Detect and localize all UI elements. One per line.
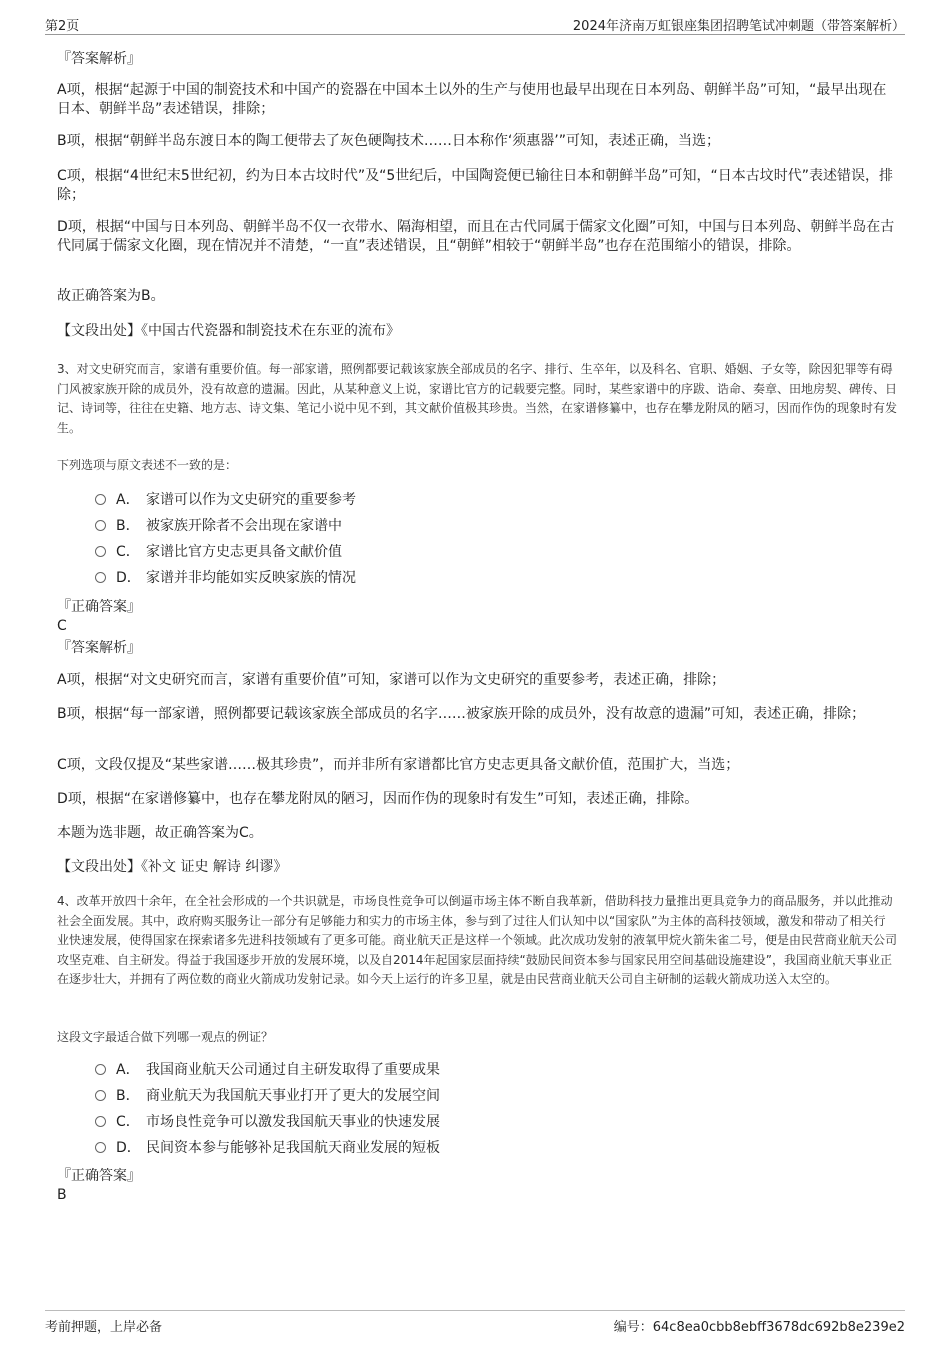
- q3-option-c[interactable]: C． 家谱比官方史志更具备文献价值: [95, 542, 342, 562]
- q2-source: 【文段出处】《中国古代瓷器和制瓷技术在东亚的流布》: [57, 323, 400, 339]
- q2-conclusion: 故正确答案为B。: [57, 288, 165, 304]
- radio-icon[interactable]: [95, 546, 106, 557]
- q2-analysis-b: B项，根据“朝鲜半岛东渡日本的陶工便带去了灰色硬陶技术……日本称作‘须惠器’”可知，表述正确，当选；: [57, 133, 721, 149]
- q3-analysis-d: D项，根据“在家谱修纂中，也存在攀龙附凤的陋习，因而作伪的现象时有发生”可知，表述正确，排除。: [57, 791, 699, 807]
- q3-source: 【文段出处】《补文 证史 解诗 纠谬》: [57, 859, 288, 875]
- q4-option-b[interactable]: B． 商业航天为我国航天事业打开了更大的发展空间: [95, 1086, 440, 1106]
- q3-prompt: 下列选项与原文表述不一致的是：: [57, 458, 238, 472]
- q2-analysis-c: C项，根据“4世纪末5世纪初，约为日本古坟时代”及“5世纪后，中国陶瓷便已输往日本和朝鲜半岛”可知，“日本古坟时代”表述错误，排除；: [57, 168, 894, 203]
- q3-analysis-c: C项，文段仅提及“某些家谱……极其珍贵”，而并非所有家谱都比官方史志更具备文献价值，范围扩大，当选；: [57, 757, 740, 773]
- q4-passage: 4、改革开放四十余年，在全社会形成的一个共识就是，市场良性竞争可以倒逼市场主体不断自我革新，借助科技力量推出更具竞争力的商品服务，并以此推动社会全面发展。其中，政府购买服务让一部分有足够能力和实力的市场主体，参与到了过往人们认知中以“国家队”为主体的高科技领域，激发和带动了相关行业快速发展，使得国家在探索诸多先进科技领域有了更多可能。商业航天正是这样一个领域。此次成功发射的液氧甲烷火箭朱雀二号，便是由民营商业航天公司攻坚克难、自主研发。得益于我国逐步开放的发展环境，以及自2014年起国家层面持续“鼓励民间资本参与国家民用空间基础设施建设”，我国商业航天事业正在逐步壮大，并拥有了两位数的商业火箭成功发射记录。如今天上运行的许多卫星，就是由民营商业航天公司自主研制的运载火箭成功送入太空的。: [57, 894, 898, 986]
- footer-serial: 编号：64c8ea0cbb8ebff3678dc692b8e239e2: [613, 1320, 905, 1335]
- q3-answer-label: 『正确答案』: [57, 599, 141, 615]
- q4-answer-label: 『正确答案』: [57, 1168, 141, 1184]
- q3-analysis-a: A项，根据“对文史研究而言，家谱有重要价值”可知，家谱可以作为文史研究的重要参考，表述正确，排除；: [57, 672, 726, 688]
- q3-conclusion: 本题为选非题，故正确答案为C。: [57, 825, 263, 841]
- radio-icon[interactable]: [95, 494, 106, 505]
- page-footer: [45, 1310, 905, 1335]
- q3-analysis-label: 『答案解析』: [57, 640, 141, 656]
- q3-answer: C: [57, 618, 67, 634]
- q3-passage: 3、对文史研究而言，家谱有重要价值。每一部家谱，照例都要记载该家族全部成员的名字、排行、生卒年，以及科名、官职、婚姻、子女等，除因犯罪等有碍门风被家族开除的成员外，没有故意的遗漏。因此，从某种意义上说，家谱比官方的记载要完整。同时，某些家谱中的序跋、诰命、奏章、田地房契、碑传、日记、诗词等，往往在史籍、地方志、诗文集、笔记小说中见不到，其文献价值极其珍贵。当然，在家谱修纂中，也存在攀龙附凤的陋习，因而作伪的现象时有发生。: [57, 362, 898, 435]
- q2-analysis-label: 『答案解析』: [57, 51, 141, 67]
- q2-analysis-a: A项，根据“起源于中国的制瓷技术和中国产的瓷器在中国本土以外的生产与使用也最早出现在日本列岛、朝鲜半岛”可知，“最早出现在日本、朝鲜半岛”表述错误，排除；: [57, 82, 887, 117]
- page-header: [45, 12, 905, 35]
- q3-analysis-b: B项，根据“每一部家谱，照例都要记载该家族全部成员的名字……被家族开除的成员外，没有故意的遗漏”可知，表述正确，排除；: [57, 706, 866, 722]
- q3-option-b[interactable]: B． 被家族开除者不会出现在家谱中: [95, 516, 342, 536]
- radio-icon[interactable]: [95, 1090, 106, 1101]
- radio-icon[interactable]: [95, 1116, 106, 1127]
- q3-option-a[interactable]: A． 家谱可以作为文史研究的重要参考: [95, 490, 356, 510]
- q4-prompt: 这段文字最适合做下列哪一观点的例证？: [57, 1030, 274, 1044]
- footer-slogan: 考前押题，上岸必备: [45, 1320, 163, 1335]
- radio-icon[interactable]: [95, 520, 106, 531]
- q3-option-d[interactable]: D． 家谱并非均能如实反映家族的情况: [95, 568, 356, 588]
- q4-option-a[interactable]: A． 我国商业航天公司通过自主研发取得了重要成果: [95, 1060, 440, 1080]
- q2-analysis-d: D项，根据“中国与日本列岛、朝鲜半岛不仅一衣带水、隔海相望，而且在古代同属于儒家文化圈”可知，中国与日本列岛、朝鲜半岛在古代同属于儒家文化圈，现在情况并不清楚，“一直”表述错误，且“朝鲜”相较于“朝鲜半岛”也存在范围缩小的错误，排除。: [57, 219, 895, 254]
- document-title: 2024年济南万虹银座集团招聘笔试冲刺题（带答案解析）: [572, 19, 905, 34]
- radio-icon[interactable]: [95, 1064, 106, 1075]
- q4-option-c[interactable]: C． 市场良性竞争可以激发我国航天事业的快速发展: [95, 1112, 440, 1132]
- q4-answer: B: [57, 1187, 67, 1203]
- q4-option-d[interactable]: D． 民间资本参与能够补足我国航天商业发展的短板: [95, 1138, 440, 1158]
- radio-icon[interactable]: [95, 1142, 106, 1153]
- radio-icon[interactable]: [95, 572, 106, 583]
- page-number: 第2页: [45, 19, 80, 34]
